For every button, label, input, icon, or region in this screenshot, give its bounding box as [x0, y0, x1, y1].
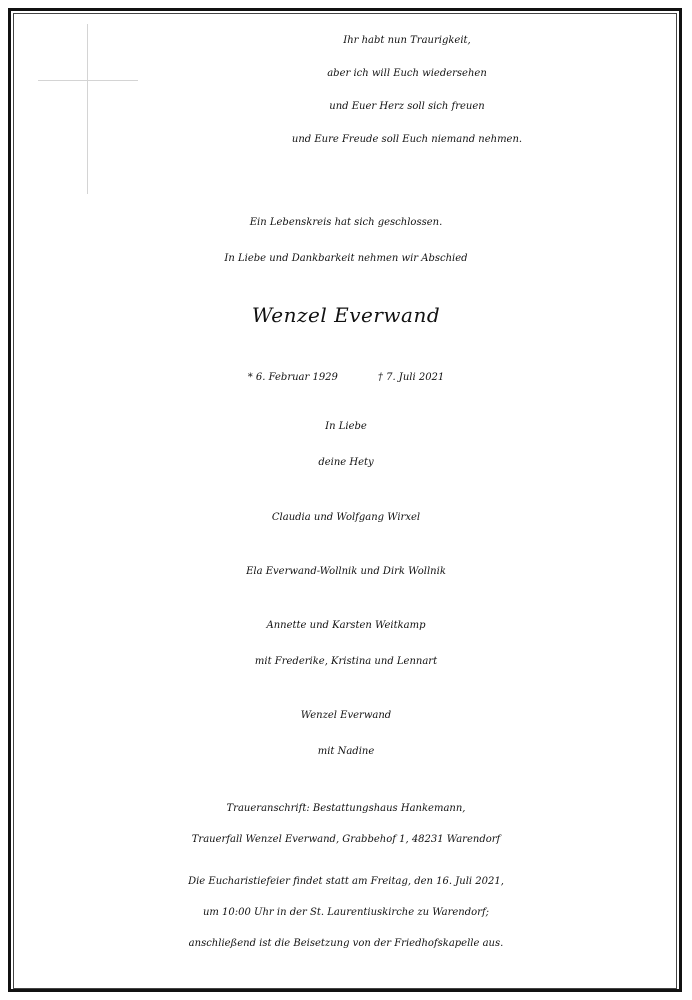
life-dates: [0, 372, 692, 383]
mourner-line: mit Frederike, Kristina und Lennart: [254, 656, 438, 667]
intro-line: In Liebe und Dankbarkeit nehmen wir Abschied: [224, 253, 468, 264]
verse-line: Ihr habt nun Traurigkeit,: [343, 35, 471, 46]
mourner-line: Claudia und Wolfgang Wirxel: [271, 512, 421, 523]
mourner-line: Annette und Karsten Weitkamp: [266, 620, 426, 631]
mourner-line: In Liebe: [325, 421, 367, 432]
service-line: um 10:00 Uhr in der St. Laurentiuskirche zu Warendorf;: [202, 907, 490, 918]
mourner-line: mit Nadine: [317, 746, 375, 757]
death-date: † 7. Juli 2021: [377, 372, 445, 383]
address-line: Trauerfall Wenzel Everwand, Grabbehof 1, 48231 Warendorf: [191, 834, 501, 845]
service-line: anschließend ist die Beisetzung von der Friedhofskapelle aus.: [188, 938, 504, 949]
verse-line: und Euer Herz soll sich freuen: [329, 101, 485, 112]
service-line: Die Eucharistiefeier findet statt am Freitag, den 16. Juli 2021,: [188, 876, 504, 887]
birth-date: * 6. Februar 1929: [247, 372, 338, 383]
deceased-name: Wenzel Everwand: [251, 303, 441, 327]
mourner-line: deine Hety: [318, 457, 374, 468]
verse-line: und Eure Freude soll Euch niemand nehmen.: [291, 134, 523, 145]
mourner-line: Ela Everwand-Wollnik und Dirk Wollnik: [246, 566, 446, 577]
mourner-line: Wenzel Everwand: [300, 710, 392, 721]
verse-line: aber ich will Euch wiedersehen: [327, 68, 487, 79]
intro-line: Ein Lebenskreis hat sich geschlossen.: [249, 217, 443, 228]
address-line: Traueranschrift: Bestattungshaus Hankemann,: [226, 803, 466, 814]
